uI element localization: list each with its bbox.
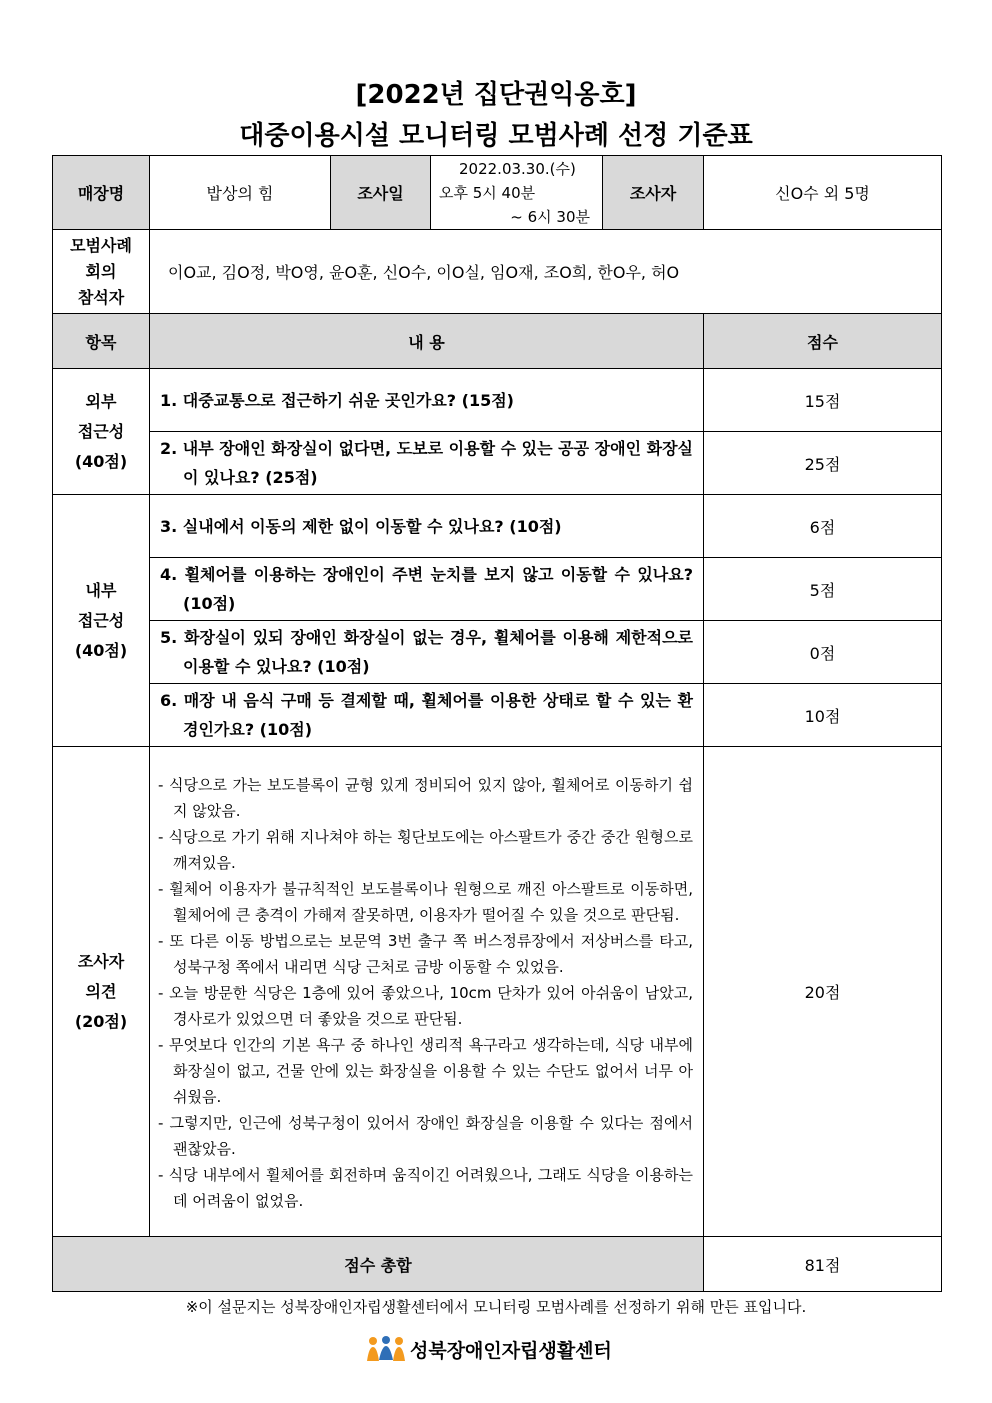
question-3 — [150, 495, 704, 558]
category-external-1: 외부 — [85, 391, 117, 411]
opinion-item: - 그렇지만, 인근에 성북구청이 있어서 장애인 화장실을 이용할 수 있다는 점에서 괜찮았음. — [158, 1113, 693, 1158]
score-2: 25점 — [704, 432, 942, 495]
score-1: 15점 — [704, 369, 942, 432]
score-4: 5점 — [704, 558, 942, 621]
question-4-text: 4. 휠체어를 이용하는 장애인이 주변 눈치를 보지 않고 이동할 수 있나요? (10점) — [160, 565, 693, 613]
category-opinion-1: 조사자 — [77, 951, 125, 971]
score-6: 10점 — [704, 684, 942, 747]
category-external — [53, 369, 150, 495]
score-3: 6점 — [704, 495, 942, 558]
opinion-item: - 휠체어 이용자가 불규칙적인 보도블록이나 원형으로 깨진 아스팔트로 이동하면, 휠체어에 큰 충격이 가해져 잘못하면, 이용자가 떨어질 수 있을 것으로 판단됨. — [158, 879, 693, 924]
category-opinion — [53, 747, 150, 1237]
date-line2: 오후 5시 40분 — [439, 183, 536, 202]
opinion-item: - 식당으로 가는 보도블록이 균형 있게 정비되어 있지 않아, 휠체어로 이동하기 쉽지 않았음. — [158, 775, 693, 820]
doc-title-line1: [2022년 집단권익옹호] — [355, 80, 637, 110]
question-6 — [150, 684, 704, 747]
header-score: 점수 — [704, 314, 942, 369]
question-4 — [150, 558, 704, 621]
footnote: ※이 설문지는 성북장애인자립생활센터에서 모니터링 모범사례를 선정하기 위해 만든 표입니다. — [185, 1298, 807, 1316]
question-5-text: 5. 화장실이 있되 장애인 화장실이 없는 경우, 휠체어를 이용해 제한적으로 이용할 수 있나요? (10점) — [160, 628, 693, 676]
question-5 — [150, 621, 704, 684]
question-1-text: 1. 대중교통으로 접근하기 쉬운 곳인가요? (15점) — [160, 390, 514, 410]
survey-date — [431, 156, 603, 230]
people-logo-icon — [366, 1335, 406, 1363]
question-2 — [150, 432, 704, 495]
category-internal-1: 내부 — [85, 580, 117, 600]
doc-title-line2: 대중이용시설 모니터링 모범사례 선정 기준표 — [239, 121, 753, 151]
date-line1: 2022.03.30.(수) — [459, 159, 576, 178]
date-label: 조사일 — [331, 156, 431, 230]
category-internal — [53, 495, 150, 747]
store-label: 매장명 — [53, 156, 150, 230]
opinion-item: - 식당 내부에서 휠체어를 회전하며 움직이긴 어려웠으나, 그래도 식당을 이용하는 데 어려움이 없었음. — [158, 1165, 693, 1210]
question-2-text: 2. 내부 장애인 화장실이 없다면, 도보로 이용할 수 있는 공공 장애인 화장실이 있나요? (25점) — [160, 439, 693, 487]
total-label: 점수 총합 — [53, 1237, 704, 1292]
question-6-text: 6. 매장 내 음식 구매 등 결제할 때, 휠체어를 이용한 상태로 할 수 있는 환경인가요? (10점) — [160, 691, 693, 739]
surveyor-opinion — [150, 747, 704, 1237]
opinion-item: - 식당으로 가기 위해 지나쳐야 하는 횡단보도에는 아스팔트가 중간 중간 원형으로 깨져있음. — [158, 827, 693, 872]
category-opinion-3: (20점) — [74, 1011, 128, 1031]
opinion-item: - 무엇보다 인간의 기본 욕구 중 하나인 생리적 욕구라고 생각하는데, 식당 내부에 화장실이 없고, 건물 안에 있는 화장실을 이용할 수 있는 수단도 없어서 너무 아쉬웠음. — [158, 1035, 693, 1106]
attendees-label-3: 참석자 — [77, 287, 125, 307]
category-opinion-2: 의견 — [85, 981, 117, 1001]
org-branding — [366, 1333, 612, 1365]
attendees-label-1: 모범사례 — [70, 235, 132, 255]
score-opinion: 20점 — [704, 747, 942, 1237]
question-3-text: 3. 실내에서 이동의 제한 없이 이동할 수 있나요? (10점) — [160, 516, 562, 536]
store-value: 밥상의 힘 — [150, 156, 331, 230]
category-external-2: 접근성 — [77, 421, 125, 441]
opinion-item: - 또 다른 이동 방법으로는 보문역 3번 출구 쪽 버스정류장에서 저상버스를 타고, 성북구청 쪽에서 내리면 식당 근처로 금방 이동할 수 있었음. — [158, 931, 693, 976]
attendees-label — [53, 230, 150, 314]
date-line3: ~ 6시 30분 — [510, 207, 590, 226]
total-value: 81점 — [704, 1237, 942, 1292]
attendees-label-2: 회의 — [85, 261, 117, 281]
attendees-value: 이O교, 김O정, 박O영, 윤O훈, 신O수, 이O실, 임O재, 조O희, 한O우, 허O — [150, 230, 942, 314]
category-external-3: (40점) — [74, 451, 128, 471]
criteria-table — [52, 155, 942, 1292]
category-internal-3: (40점) — [74, 640, 128, 660]
question-1 — [150, 369, 704, 432]
surveyor-label: 조사자 — [603, 156, 704, 230]
score-5: 0점 — [704, 621, 942, 684]
org-name: 성북장애인자립생활센터 — [410, 1339, 612, 1362]
header-item: 항목 — [53, 314, 150, 369]
header-content: 내 용 — [150, 314, 704, 369]
opinion-item: - 오늘 방문한 식당은 1층에 있어 좋았으나, 10cm 단차가 있어 아쉬움이 남았고, 경사로가 있었으면 더 좋았을 것으로 판단됨. — [158, 983, 693, 1028]
category-internal-2: 접근성 — [77, 610, 125, 630]
surveyor-value: 신O수 외 5명 — [704, 156, 942, 230]
